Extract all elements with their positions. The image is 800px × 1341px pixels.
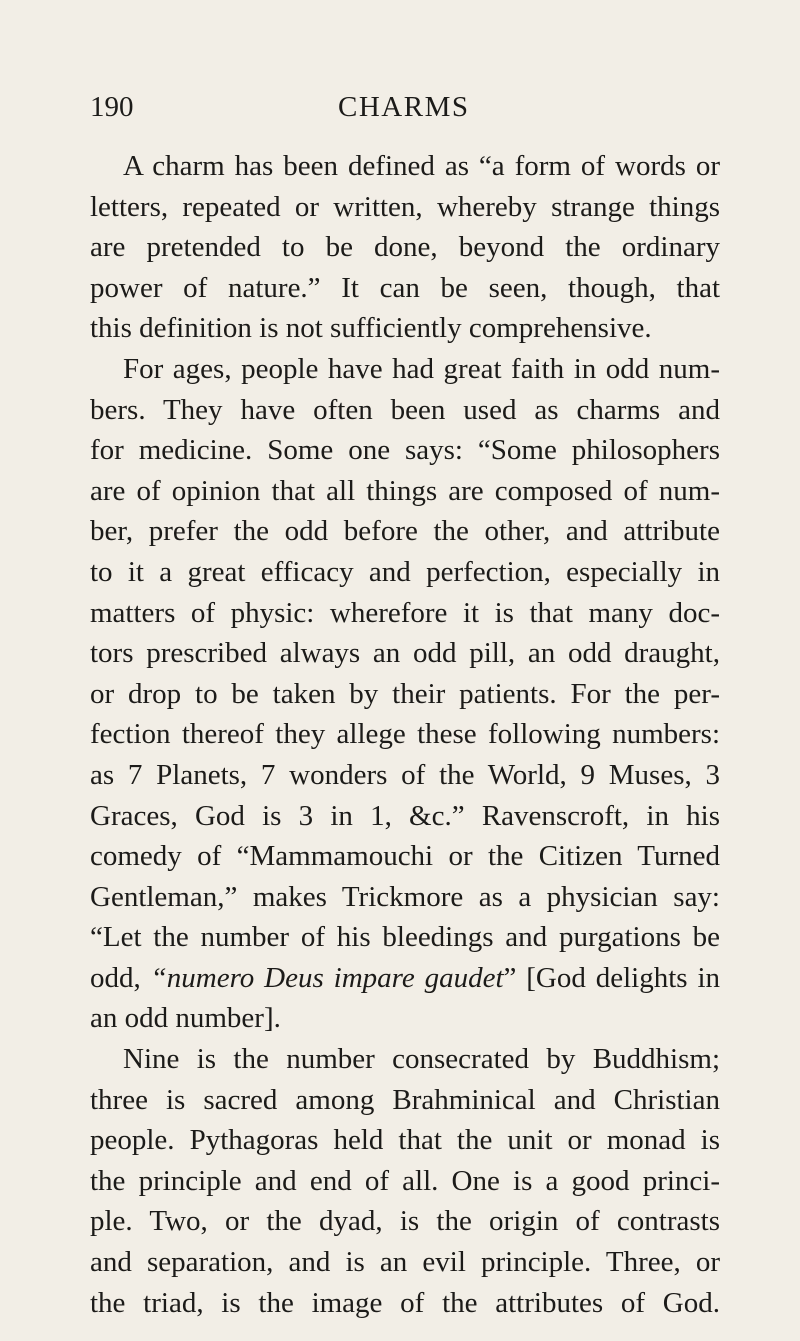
text-line: For ages, people have had great faith in odd num- bbox=[123, 352, 720, 385]
text-line: A charm has been defined as “a form of words or bbox=[123, 150, 720, 182]
text-line: as 7 Planets, 7 wonders of the World, 9 Muses, 3 bbox=[90, 758, 720, 791]
text-line: and separation, and is an evil principle. Three, or bbox=[90, 1246, 720, 1279]
paragraph-1 bbox=[90, 146, 720, 349]
text-line: are of opinion that all things are composed of num- bbox=[90, 474, 720, 507]
latin-quotation: “numero Deus impare gaudet bbox=[150, 961, 504, 994]
text-line-with-latin-quote bbox=[90, 958, 720, 999]
text-line: three is sacred among Brahminical and Christian bbox=[90, 1083, 720, 1116]
text-line: ber, prefer the odd before the other, and attribute bbox=[90, 515, 720, 548]
paragraph-2 bbox=[90, 349, 720, 1039]
text-line: Nine is the number consecrated by Buddhism; bbox=[123, 1043, 720, 1076]
text-line: power of nature.” It can be seen, though, that bbox=[90, 271, 720, 304]
text-line: this definition is not sufficiently comprehensive. bbox=[90, 312, 652, 345]
paragraph-3 bbox=[90, 1039, 720, 1323]
text-line: Graces, God is 3 in 1, &c.” Ravenscroft, in his bbox=[90, 799, 720, 832]
text-line: an odd number]. bbox=[90, 1002, 281, 1035]
text-segment: odd, bbox=[90, 961, 141, 994]
text-line: the triad, is the image of the attributes of God. bbox=[90, 1286, 720, 1319]
text-line: fection thereof they allege these following numbers: bbox=[90, 718, 720, 751]
latin-phrase: numero Deus impare gaudet bbox=[166, 961, 504, 994]
text-line: to it a great efficacy and perfection, especially in bbox=[90, 555, 720, 588]
body-text bbox=[90, 146, 720, 1323]
text-line: ple. Two, or the dyad, is the origin of contrasts bbox=[90, 1205, 720, 1238]
text-line: matters of physic: wherefore it is that many doc- bbox=[90, 596, 720, 629]
text-line: letters, repeated or written, whereby strange things bbox=[90, 190, 720, 223]
text-line: the principle and end of all. One is a good princi- bbox=[90, 1164, 720, 1197]
running-head bbox=[90, 87, 720, 127]
text-line: or drop to be taken by their patients. For the per- bbox=[90, 677, 720, 710]
text-line: people. Pythagoras held that the unit or monad is bbox=[90, 1124, 720, 1157]
text-segment: ” [God delights in bbox=[503, 961, 720, 994]
page-number: 190 bbox=[90, 91, 134, 123]
text-line: are pretended to be done, beyond the ordinary bbox=[90, 231, 720, 264]
text-line: comedy of “Mammamouchi or the Citizen Turned bbox=[90, 840, 720, 873]
text-line: bers. They have often been used as charms and bbox=[90, 393, 720, 426]
text-line: tors prescribed always an odd pill, an odd draught, bbox=[90, 637, 720, 670]
text-line: for medicine. Some one says: “Some philosophers bbox=[90, 434, 720, 467]
running-title: CHARMS bbox=[338, 91, 470, 123]
text-line: Gentleman,” makes Trickmore as a physician say: bbox=[90, 880, 720, 913]
text-line: “Let the number of his bleedings and purgations be bbox=[90, 921, 720, 954]
